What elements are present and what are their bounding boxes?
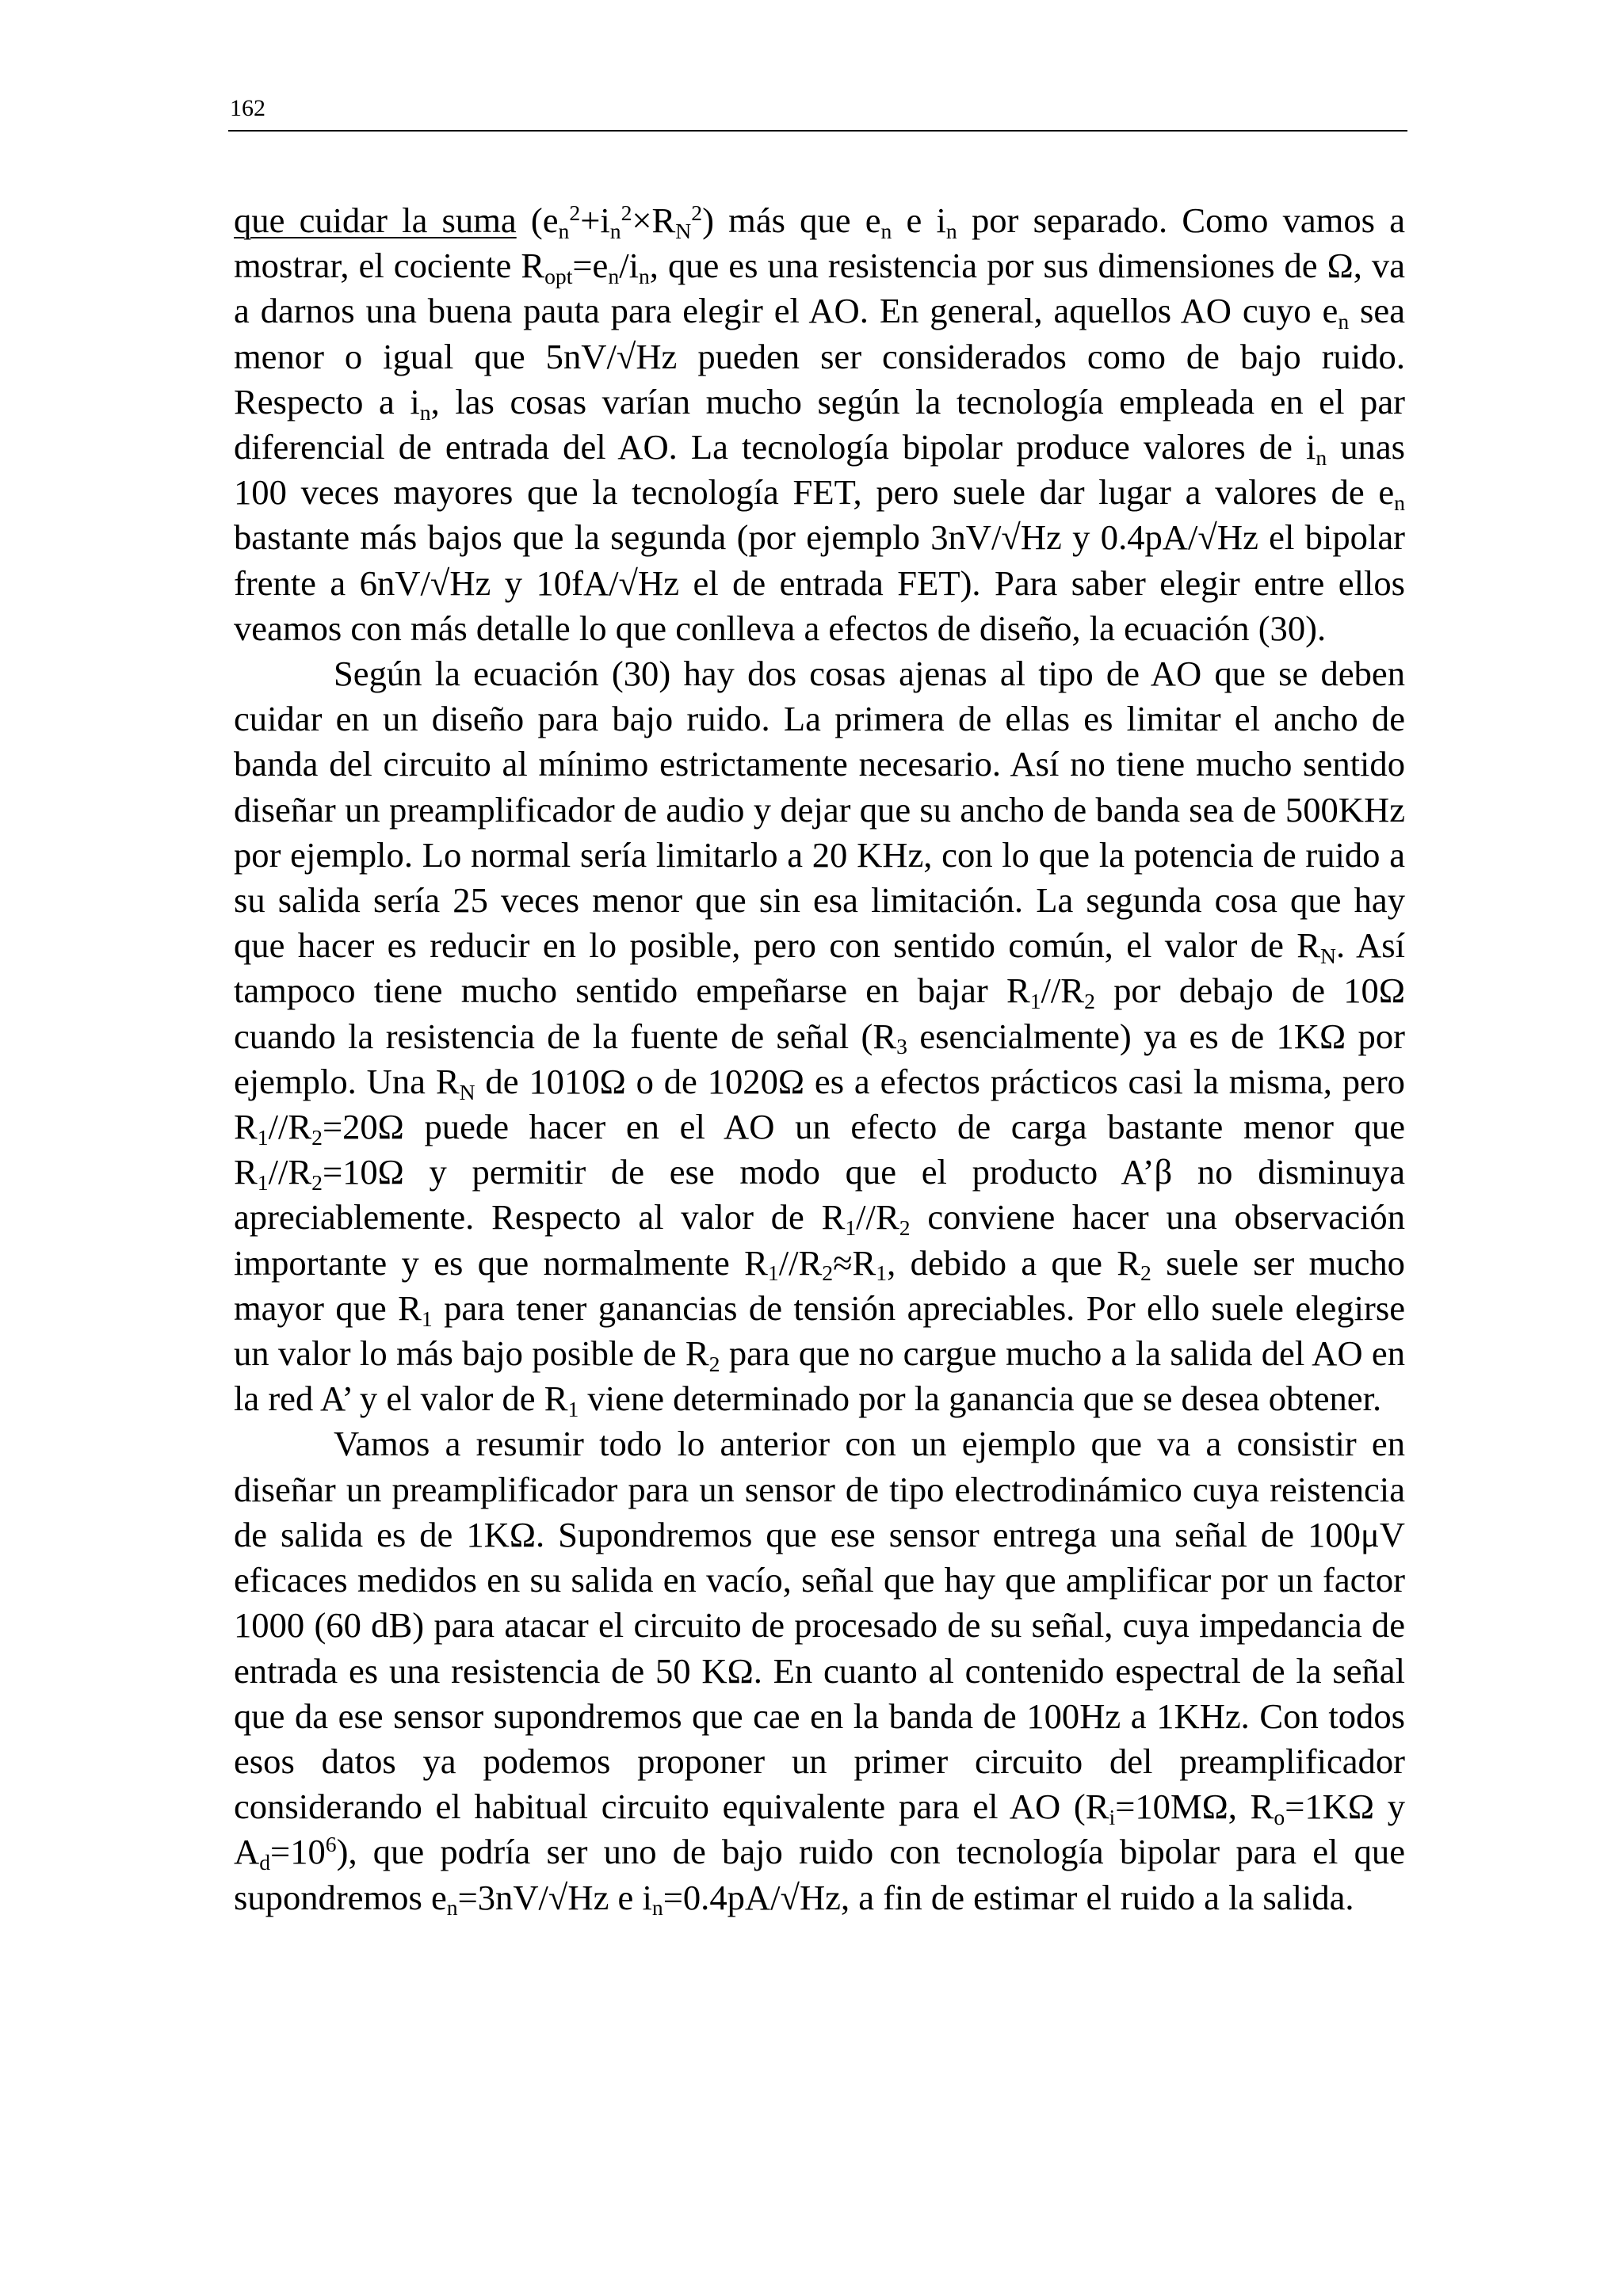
subscript: n <box>609 218 621 243</box>
text-run: =e <box>572 246 609 286</box>
text-run: bastante más bajos que la segunda (por ejemplo 3nV/√Hz y 0.4pA/√Hz el bipolar frente a 6nV/√Hz y 10fA/√Hz el de entrada FET). Para saber elegir entre ellos veamos con más detalle lo que conlleva a efectos de diseño, la ecuación (30). <box>234 517 1405 648</box>
subscript: 1 <box>876 1261 888 1286</box>
paragraph-3 <box>234 1421 1405 1920</box>
paragraph-1 <box>234 198 1405 651</box>
subscript: n <box>1338 309 1350 334</box>
superscript: 6 <box>325 1832 337 1857</box>
text-run: , debido a que R <box>887 1242 1141 1283</box>
text-run: para que no cargue mucho a la salida del AO en la red A’ y el valor de R <box>234 1333 1405 1419</box>
text-run: ) más que e <box>702 200 881 240</box>
subscript: 1 <box>567 1397 579 1422</box>
subscript: o <box>1274 1804 1285 1829</box>
text-run: //R <box>1041 971 1085 1011</box>
text-run: e i <box>892 200 946 240</box>
text-run: =10MΩ, R <box>1115 1787 1274 1827</box>
subscript: n <box>1394 490 1405 515</box>
text-run: Vamos a resumir todo lo anterior con un ejemplo que va a consistir en diseñar un preamplificador para un sensor de tipo electrodinámico cuya reistencia de salida es de 1KΩ. Supondremos que ese sensor entrega una señal de 100μV eficaces medidos en su salida en vacío, señal que hay que amplificar por un factor 1000 (60 dB) para atacar el circuito de procesado de su señal, cuya impedancia de entrada es una resistencia de 50 KΩ. En cuanto al contenido espectral de la señal que da ese sensor supondremos que cae en la banda de 100Hz a 1KHz. Con todos esos datos ya podemos proponer un primer circuito del preamplificador considerando el habitual circuito equivalente para el AO (R <box>234 1424 1405 1827</box>
text-run: Según la ecuación (30) hay dos cosas ajenas al tipo de AO que se deben cuidar en un diseño para bajo ruido. La primera de ellas es limitar el ancho de banda del circuito al mínimo estrictamente necesario. Así no tiene mucho sentido diseñar un preamplificador de audio y dejar que su ancho de banda sea de 500KHz por ejemplo. Lo normal sería limitarlo a 20 KHz, con lo que la potencia de ruido a su salida sería 25 veces menor que sin esa limitación. La segunda cosa que hay que hacer es reducir en lo posible, pero con sentido común, el valor de R <box>234 654 1405 966</box>
text-run: , las cosas varían mucho según la tecnología empleada en el par diferencial de entrada del AO. La tecnología bipolar produce valores de i <box>234 381 1405 467</box>
text-run: , que es una resistencia por sus dimensiones de Ω, va a darnos una buena pauta para elegir el AO. En general, aquellos AO cuyo e <box>234 246 1405 331</box>
text-run: esencialmente) ya es de 1KΩ por ejemplo. Una R <box>234 1016 1405 1101</box>
subscript: 2 <box>899 1215 911 1241</box>
text-run: (e <box>516 200 559 240</box>
subscript: N <box>675 218 692 243</box>
subscript: 2 <box>311 1124 323 1150</box>
text-run: unas 100 veces mayores que la tecnología FET, pero suele dar lugar a valores de e <box>234 427 1405 513</box>
subscript: 2 <box>1084 989 1095 1014</box>
subscript: N <box>459 1079 475 1104</box>
subscript: n <box>608 263 620 288</box>
text-run: suele ser mucho mayor que R <box>234 1242 1405 1328</box>
text-run: . Así tampoco tiene mucho sentido empeñarse en bajar R <box>234 925 1405 1011</box>
text-run: ×R <box>632 200 676 240</box>
text-run: por debajo de 10Ω cuando la resistencia de la fuente de señal (R <box>234 971 1405 1056</box>
text-run: //R <box>268 1152 312 1192</box>
subscript: d <box>259 1850 271 1875</box>
text-run: sea menor o igual que 5nV/√Hz pueden ser considerados como de bajo ruido. Respecto a i <box>234 291 1405 421</box>
text-run: ≈R <box>833 1242 876 1283</box>
subscript: n <box>446 1895 458 1920</box>
text-run: ), que podría ser uno de bajo ruido con tecnología bipolar para el que supondremos e <box>234 1832 1405 1917</box>
text-run: =3nV/√Hz e i <box>457 1877 652 1917</box>
text-run: =20Ω puede hacer en el AO un efecto de carga bastante menor que R <box>234 1107 1405 1192</box>
superscript: 2 <box>691 200 703 225</box>
text-run: conviene hacer una observación importante y es que normalmente R <box>234 1197 1406 1283</box>
subscript: 3 <box>896 1034 907 1059</box>
subscript: n <box>638 263 650 288</box>
subscript: 2 <box>708 1351 720 1376</box>
superscript: 2 <box>621 200 632 225</box>
subscript: 1 <box>421 1306 433 1331</box>
text-run: viene determinado por la ganancia que se desea obtener. <box>579 1379 1382 1419</box>
subscript: n <box>651 1895 663 1920</box>
subscript: 1 <box>1029 989 1041 1014</box>
subscript: 1 <box>767 1261 779 1286</box>
text-run: //R <box>268 1107 312 1147</box>
subscript: 2 <box>311 1170 323 1195</box>
subscript: 2 <box>1140 1261 1151 1286</box>
subscript: 1 <box>257 1170 269 1195</box>
text-run: =0.4pA/√Hz, a fin de estimar el ruido a la salida. <box>663 1877 1354 1917</box>
underlined-phrase: que cuidar la suma <box>234 200 517 240</box>
text-run: para tener ganancias de tensión apreciables. Por ello suele elegirse un valor lo más bajo posible de R <box>234 1287 1406 1374</box>
subscript: 1 <box>845 1215 857 1241</box>
paragraph-2 <box>234 651 1405 1421</box>
text-run: //R <box>856 1197 899 1238</box>
subscript: n <box>558 218 570 243</box>
subscript: n <box>880 218 892 243</box>
text-run: de 1010Ω o de 1020Ω es a efectos prácticos casi la misma, pero R <box>234 1061 1405 1147</box>
header-rule <box>228 130 1407 132</box>
text-run: //R <box>778 1242 823 1283</box>
subscript: 1 <box>257 1124 269 1150</box>
body-text <box>234 198 1405 1920</box>
text-run: /i <box>619 246 639 286</box>
text-run: +i <box>580 200 610 240</box>
text-run: =10 <box>270 1832 326 1872</box>
subscript: opt <box>544 263 573 288</box>
superscript: 2 <box>569 200 581 225</box>
subscript: n <box>419 399 431 425</box>
subscript: n <box>1316 444 1327 470</box>
subscript: n <box>945 218 957 243</box>
subscript: i <box>1109 1804 1116 1829</box>
text-run: =10Ω y permitir de ese modo que el producto A’β no disminuya apreciablemente. Respecto al valor de R <box>234 1152 1405 1238</box>
text-run: por separado. Como vamos a mostrar, el cociente R <box>234 200 1405 286</box>
page-number: 162 <box>230 95 265 121</box>
subscript: N <box>1320 943 1336 968</box>
subscript: 2 <box>822 1261 834 1286</box>
text-run: =1KΩ y A <box>234 1787 1405 1872</box>
